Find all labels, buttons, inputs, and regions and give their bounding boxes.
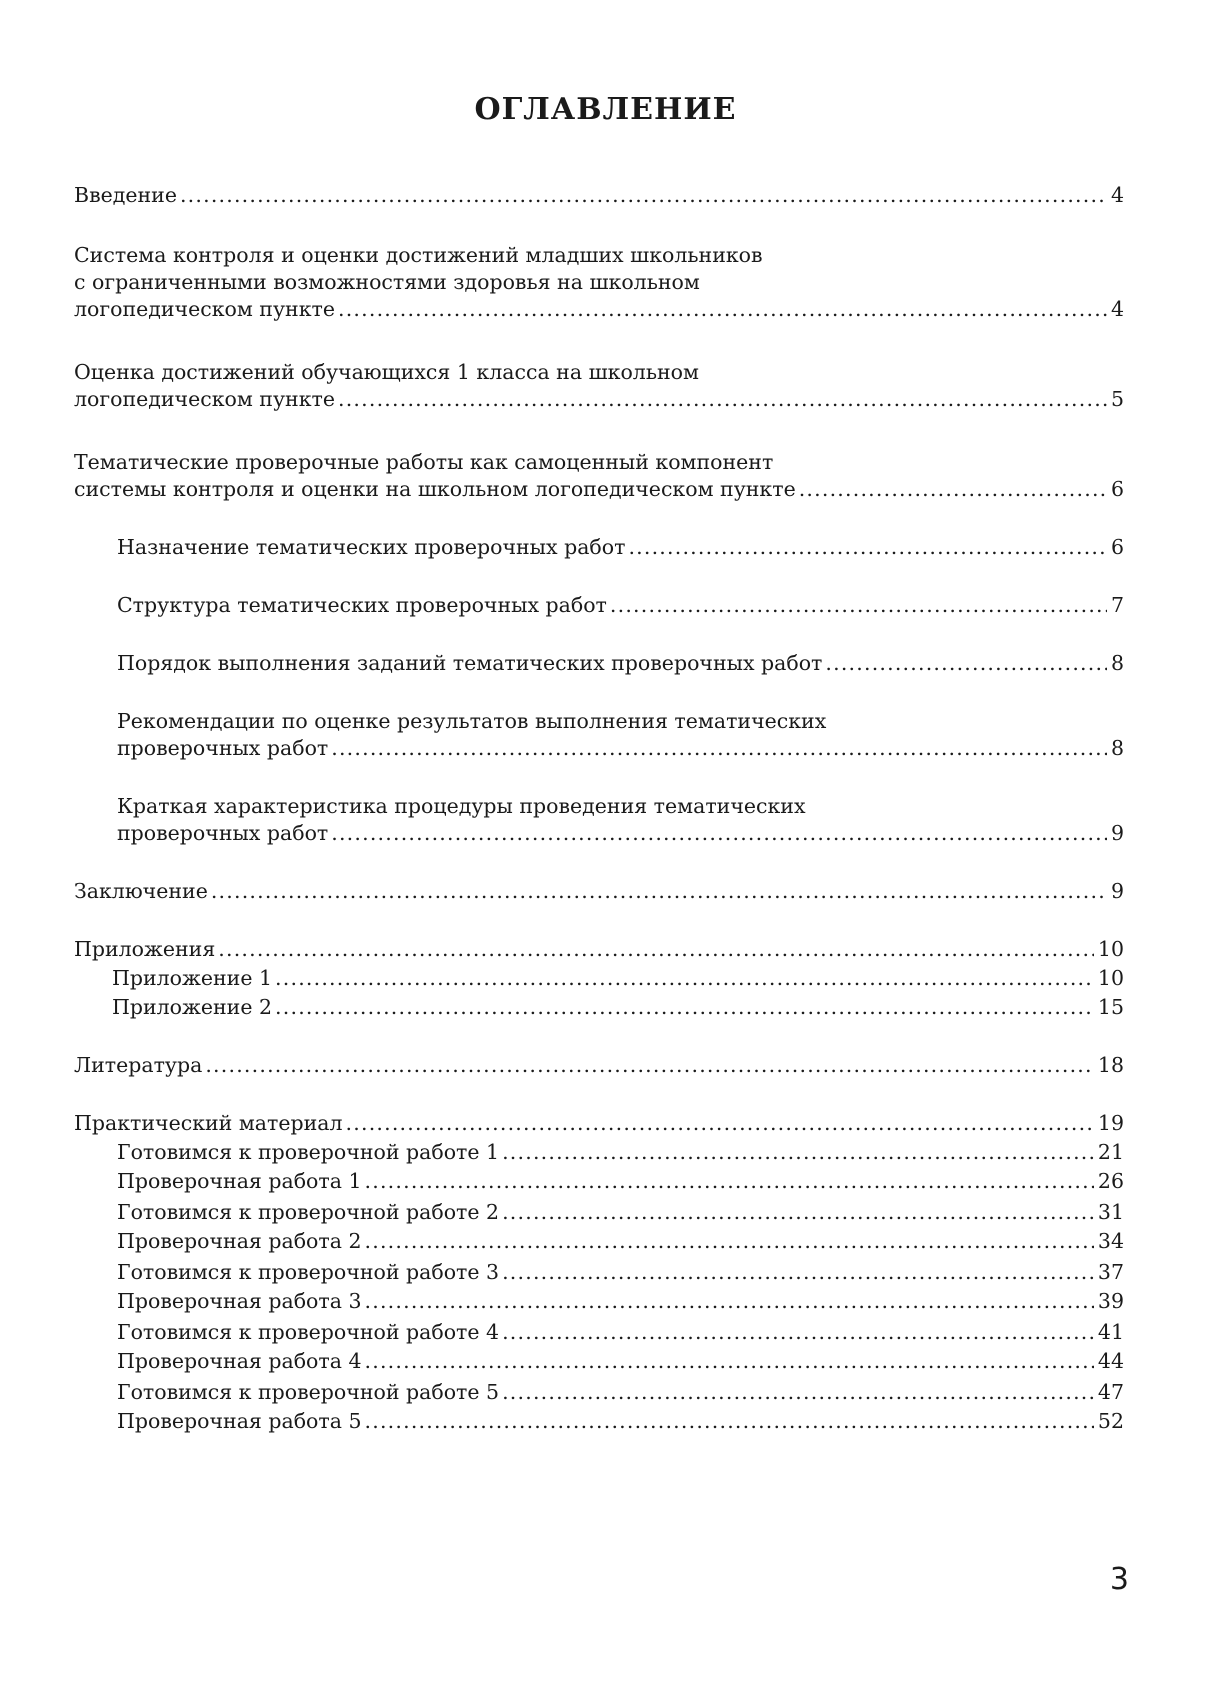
leader-dots: [502, 1259, 1094, 1286]
toc-entry-title: Проверочная работа 1: [117, 1169, 362, 1193]
toc-entry[interactable]: [74, 1348, 1124, 1375]
toc-entry[interactable]: [74, 182, 1124, 209]
toc-entry-page: 8: [1110, 651, 1124, 675]
leader-dots: [365, 1288, 1094, 1315]
toc-entry-title: Структура тематических проверочных работ: [117, 593, 607, 617]
toc-entry-page: 10: [1097, 937, 1124, 961]
toc-entry-title: Проверочная работа 4: [117, 1349, 362, 1373]
toc-entry[interactable]: [74, 449, 1124, 503]
toc-entry-page: 39: [1097, 1289, 1124, 1313]
toc-entry[interactable]: [74, 793, 1124, 847]
toc-entry-title: Введение: [74, 183, 177, 207]
toc-entry-page: 52: [1097, 1409, 1124, 1433]
toc-entry[interactable]: [74, 936, 1124, 963]
table-of-contents: [74, 182, 1124, 1435]
toc-entry-page: 10: [1097, 966, 1124, 990]
toc-entry-page: 31: [1097, 1200, 1124, 1224]
toc-entry[interactable]: [74, 878, 1124, 905]
toc-entry[interactable]: [74, 242, 1124, 323]
toc-entry-title-line: с ограниченными возможностями здоровья на школьном: [74, 270, 700, 294]
toc-entry-title: Практический материал: [74, 1111, 343, 1135]
toc-entry-title-line: Оценка достижений обучающихся 1 класса на школьном: [74, 360, 699, 384]
toc-entry[interactable]: [74, 965, 1124, 992]
leader-dots: [205, 1052, 1094, 1079]
toc-entry-page: 5: [1110, 387, 1124, 411]
toc-entry-title: Проверочная работа 2: [117, 1229, 362, 1253]
toc-entry-title: Проверочная работа 3: [117, 1289, 362, 1313]
toc-entry-page: 6: [1110, 535, 1124, 559]
toc-entry-title-line: проверочных работ: [117, 736, 329, 760]
toc-entry-page: 44: [1097, 1349, 1124, 1373]
toc-entry-title: Готовимся к проверочной работе 2: [117, 1200, 500, 1224]
leader-dots: [502, 1139, 1094, 1166]
leader-dots: [799, 476, 1107, 503]
toc-entry-title: Готовимся к проверочной работе 1: [117, 1140, 500, 1164]
toc-entry-page: 7: [1110, 593, 1124, 617]
leader-dots: [365, 1348, 1094, 1375]
toc-entry[interactable]: [74, 994, 1124, 1021]
leader-dots: [502, 1199, 1094, 1226]
toc-entry-title: Готовимся к проверочной работе 4: [117, 1320, 500, 1344]
toc-entry-page: 26: [1097, 1169, 1124, 1193]
toc-entry-title: Порядок выполнения заданий тематических проверочных работ: [117, 651, 823, 675]
toc-entry[interactable]: [74, 1228, 1124, 1255]
toc-entry-title: Готовимся к проверочной работе 5: [117, 1380, 500, 1404]
leader-dots: [365, 1168, 1094, 1195]
toc-entry-page: 34: [1097, 1229, 1124, 1253]
toc-entry-title-line: логопедическом пункте: [74, 387, 335, 411]
toc-entry[interactable]: [74, 359, 1124, 413]
toc-entry-page: 18: [1097, 1053, 1124, 1077]
toc-entry[interactable]: [74, 708, 1124, 762]
toc-entry-page: 41: [1097, 1320, 1124, 1344]
leader-dots: [825, 650, 1107, 677]
toc-entry-title: Приложение 2: [112, 995, 273, 1019]
toc-entry-page: 9: [1110, 821, 1124, 845]
toc-entry[interactable]: [74, 1052, 1124, 1079]
toc-entry-page: 37: [1097, 1260, 1124, 1284]
toc-entry-title: Литература: [74, 1053, 203, 1077]
toc-entry-title: Приложение 1: [112, 966, 273, 990]
leader-dots: [365, 1228, 1094, 1255]
page-title: ОГЛАВЛЕНИЕ: [474, 92, 737, 127]
toc-entry-page: 9: [1110, 879, 1124, 903]
leader-dots: [610, 592, 1107, 619]
toc-entry-title-line: Рекомендации по оценке результатов выполнения тематических: [117, 709, 827, 733]
toc-entry[interactable]: [74, 1139, 1124, 1166]
toc-entry-title-line: системы контроля и оценки на школьном логопедическом пункте: [74, 477, 796, 501]
toc-entry-page: 19: [1097, 1111, 1124, 1135]
leader-dots: [180, 182, 1107, 209]
leader-dots: [338, 386, 1107, 413]
leader-dots: [502, 1379, 1094, 1406]
toc-entry[interactable]: [74, 534, 1124, 561]
toc-entry-page: 15: [1097, 995, 1124, 1019]
leader-dots: [275, 965, 1094, 992]
toc-entry-title: Готовимся к проверочной работе 3: [117, 1260, 500, 1284]
toc-entry[interactable]: [74, 592, 1124, 619]
leader-dots: [218, 936, 1094, 963]
toc-entry[interactable]: [74, 1110, 1124, 1137]
toc-entry[interactable]: [74, 1319, 1124, 1346]
toc-entry[interactable]: [74, 1379, 1124, 1406]
leader-dots: [338, 296, 1107, 323]
toc-entry-title: Проверочная работа 5: [117, 1409, 362, 1433]
toc-entry-title: Приложения: [74, 937, 216, 961]
leader-dots: [331, 820, 1107, 847]
toc-entry-title-line: логопедическом пункте: [74, 297, 335, 321]
leader-dots: [211, 878, 1107, 905]
toc-entry-page: 47: [1097, 1380, 1124, 1404]
toc-entry[interactable]: [74, 650, 1124, 677]
page-number: 3: [1109, 1562, 1129, 1597]
leader-dots: [365, 1408, 1094, 1435]
toc-entry[interactable]: [74, 1259, 1124, 1286]
toc-entry-title: Заключение: [74, 879, 208, 903]
leader-dots: [502, 1319, 1094, 1346]
toc-entry-page: 6: [1110, 477, 1124, 501]
leader-dots: [628, 534, 1107, 561]
toc-entry-title-line: Тематические проверочные работы как самоценный компонент: [74, 450, 774, 474]
leader-dots: [275, 994, 1094, 1021]
toc-entry[interactable]: [74, 1288, 1124, 1315]
toc-entry-page: 8: [1110, 736, 1124, 760]
toc-entry-title-line: Система контроля и оценки достижений младших школьников: [74, 243, 763, 267]
toc-entry-title-line: проверочных работ: [117, 821, 329, 845]
leader-dots: [331, 735, 1107, 762]
toc-entry-title: Назначение тематических проверочных работ: [117, 535, 626, 559]
toc-entry-title-line: Краткая характеристика процедуры проведения тематических: [117, 794, 806, 818]
leader-dots: [346, 1110, 1094, 1137]
toc-entry-page: 4: [1110, 183, 1124, 207]
toc-entry-page: 21: [1097, 1140, 1124, 1164]
toc-entry[interactable]: [74, 1168, 1124, 1195]
toc-entry[interactable]: [74, 1408, 1124, 1435]
toc-entry-page: 4: [1110, 297, 1124, 321]
toc-entry[interactable]: [74, 1199, 1124, 1226]
